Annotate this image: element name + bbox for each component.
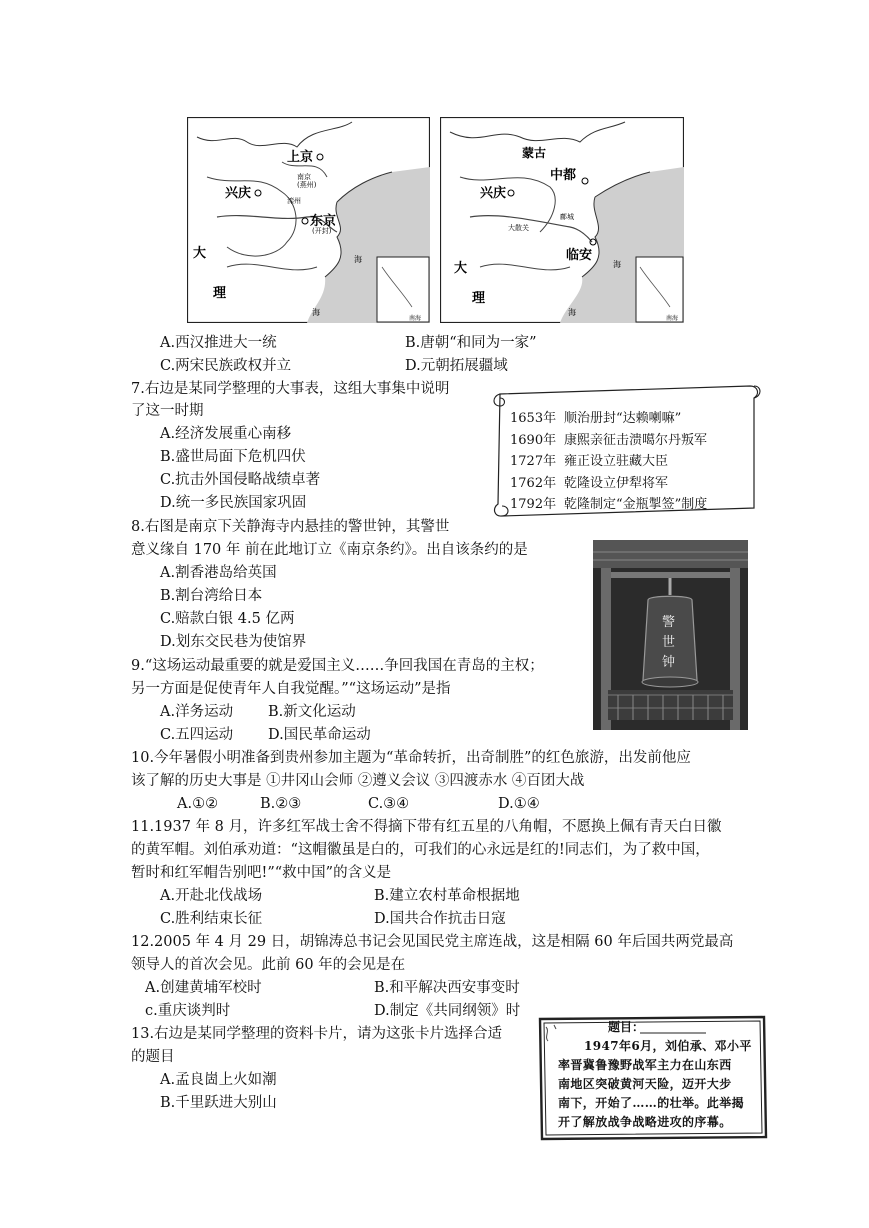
q13-option-b: B.千里跃进大别山: [160, 1095, 277, 1111]
q7-option-a: A.经济发展重心南移: [160, 426, 292, 442]
q13-option-a: A.孟良崮上火如潮: [160, 1072, 277, 1088]
q10-stem-cont: 该了解的历史大事是 ①井冈山会师 ②遵义会议 ③四渡赤水 ④百团大战: [131, 773, 585, 789]
q9-stem-cont: 另一方面是促使青年人自我觉醒。”“这场运动”是指: [131, 681, 451, 697]
q8-option-c: C.赔款白银 4.5 亿两: [160, 611, 295, 627]
q8-stem-cont: 意义缘自 170 年 前在此地订立《南京条约》。出自该条约的是: [131, 542, 528, 558]
card-line: 开了解放战争战略进攻的序幕。: [558, 1115, 732, 1129]
q10-option-b: B.②③: [260, 796, 302, 812]
q7-stem: 7.右边是某同学整理的大事表，这组大事集中说明: [131, 381, 450, 397]
q6-option-a: A.西汉推进大一统: [160, 335, 277, 351]
map-label: 兴庆: [225, 186, 252, 201]
bell-char: 警: [662, 615, 676, 630]
map-label: 上京: [287, 150, 314, 165]
q11-option-b: B.建立农村革命根据地: [374, 888, 520, 904]
q9-stem: 9.“这场运动最重要的就是爱国主义……争回我国在青岛的主权；: [131, 658, 544, 674]
scroll-row: 1690年 康熙亲征击溃噶尔丹叛军: [510, 432, 708, 448]
q8-stem: 8.右图是南京下关静海寺内悬挂的警世钟，其警世: [131, 519, 450, 535]
q11-stem: 11.1937 年 8 月，许多红军战士舍不得摘下带有红五星的八角帽，不愿换上佩有青天白日徽: [131, 819, 722, 835]
info-card: [536, 1013, 770, 1143]
q13-stem-cont: 的题目: [131, 1049, 175, 1065]
q9-option-c: C.五四运动: [160, 727, 234, 743]
event-scroll: [488, 380, 763, 524]
scroll-row: 1727年 雍正设立驻藏大臣: [510, 454, 669, 469]
q13-stem: 13.右边是某同学整理的资料卡片，请为这张卡片选择合适: [131, 1026, 503, 1042]
map-label: 临安: [566, 248, 593, 263]
map-right: [440, 117, 684, 323]
q10-stem: 10.今年暑假小明准备到贵州参加主题为“革命转折，出奇制胜”的红色旅游，出发前他应: [131, 750, 691, 766]
q11-stem-cont: 的黄军帽。刘伯承劝道：“这帽徽虽是白的，可我们的心永远是红的!同志们，为了救中国，: [131, 842, 710, 858]
q7-option-c: C.抗击外国侵略战绩卓著: [160, 472, 321, 488]
bell-char: 钟: [662, 655, 676, 670]
q7-option-b: B.盛世局面下危机四伏: [160, 449, 306, 465]
q8-option-b: B.割台湾给日本: [160, 588, 263, 604]
q10-option-d: D.①④: [498, 796, 540, 812]
map-label: 大散关: [508, 224, 529, 232]
map-label: 海: [312, 308, 320, 317]
q11-option-c: C.胜利结束长征: [160, 911, 263, 927]
q7-option-d: D.统一多民族国家巩固: [160, 495, 307, 511]
map-label: 海: [568, 308, 576, 317]
map-label: 中都: [550, 168, 577, 183]
scroll-row: 1653年 顺治册封“达赖喇嘛”: [510, 411, 682, 426]
map-label: 东京: [310, 214, 337, 229]
card-line: 1947年6月，刘伯承、邓小平: [584, 1039, 752, 1053]
q12-option-c: c.重庆谈判时: [145, 1003, 231, 1019]
q9-option-b: B.新文化运动: [268, 704, 356, 720]
map-label: 兴庆: [480, 186, 507, 201]
q12-option-a: A.创建黄埔军校时: [145, 980, 262, 996]
card-title: 题目：: [608, 1020, 645, 1034]
q8-option-a: A.割香港岛给英国: [160, 565, 277, 581]
q12-option-b: B.和平解决西安事变时: [374, 980, 520, 996]
card-line: 南地区突破黄河天险，迈开大步: [558, 1077, 732, 1091]
scroll-row: 1792年 乾隆制定“金瓶掣签”制度: [510, 497, 708, 512]
map-label: 南海: [666, 315, 679, 322]
q7-stem-cont: 了这一时期: [131, 403, 204, 419]
bell-photo: [593, 540, 748, 730]
q9-option-a: A.洋务运动: [160, 704, 234, 720]
q11-stem-cont2: 暂时和红军帽告别吧!”“救中国”的含义是: [131, 865, 392, 881]
q6-option-d: D.元朝拓展疆域: [405, 358, 508, 374]
q8-option-d: D.划东交民巷为使馆界: [160, 634, 307, 650]
q9-option-d: D.国民革命运动: [268, 727, 371, 743]
q12-option-d: D.制定《共同纲领》时: [374, 1003, 521, 1019]
map-label: 南京: [297, 173, 311, 181]
map-label: 海: [613, 260, 621, 269]
card-line: 南下，开始了……的壮举。此举揭: [558, 1096, 745, 1110]
card-line: 率晋冀鲁豫野战军主力在山东西: [558, 1058, 732, 1072]
map-label: 鄜城: [560, 213, 574, 221]
map-label: 蒙古: [522, 146, 547, 160]
q6-option-c: C.两宋民族政权并立: [160, 358, 292, 374]
map-label: 滦州: [287, 197, 301, 205]
map-label: (燕州): [297, 181, 317, 189]
map-label: (开封): [312, 227, 332, 235]
map-label: 大: [454, 261, 468, 276]
scroll-row: 1762年 乾隆设立伊犁将军: [510, 475, 669, 491]
map-label: 大: [193, 246, 207, 261]
q12-stem-cont: 领导人的首次会见。此前 60 年的会见是在: [131, 957, 406, 973]
map-left: [187, 117, 430, 323]
q6-option-b: B.唐朝“和同为一家”: [405, 335, 537, 351]
q10-option-a: A.①②: [177, 796, 219, 812]
map-label: 理: [472, 291, 486, 306]
q11-option-d: D.国共合作抗击日寇: [374, 911, 506, 927]
q12-stem: 12.2005 年 4 月 29 日，胡锦涛总书记会见国民党主席连战，这是相隔 60 年后国共两党最高: [131, 934, 734, 950]
q10-option-c: C.③④: [368, 796, 410, 812]
map-label: 南海: [409, 315, 422, 322]
map-label: 理: [213, 286, 227, 301]
map-label: 海: [354, 255, 362, 264]
q11-option-a: A.开赴北伐战场: [160, 888, 263, 904]
bell-char: 世: [662, 635, 676, 650]
